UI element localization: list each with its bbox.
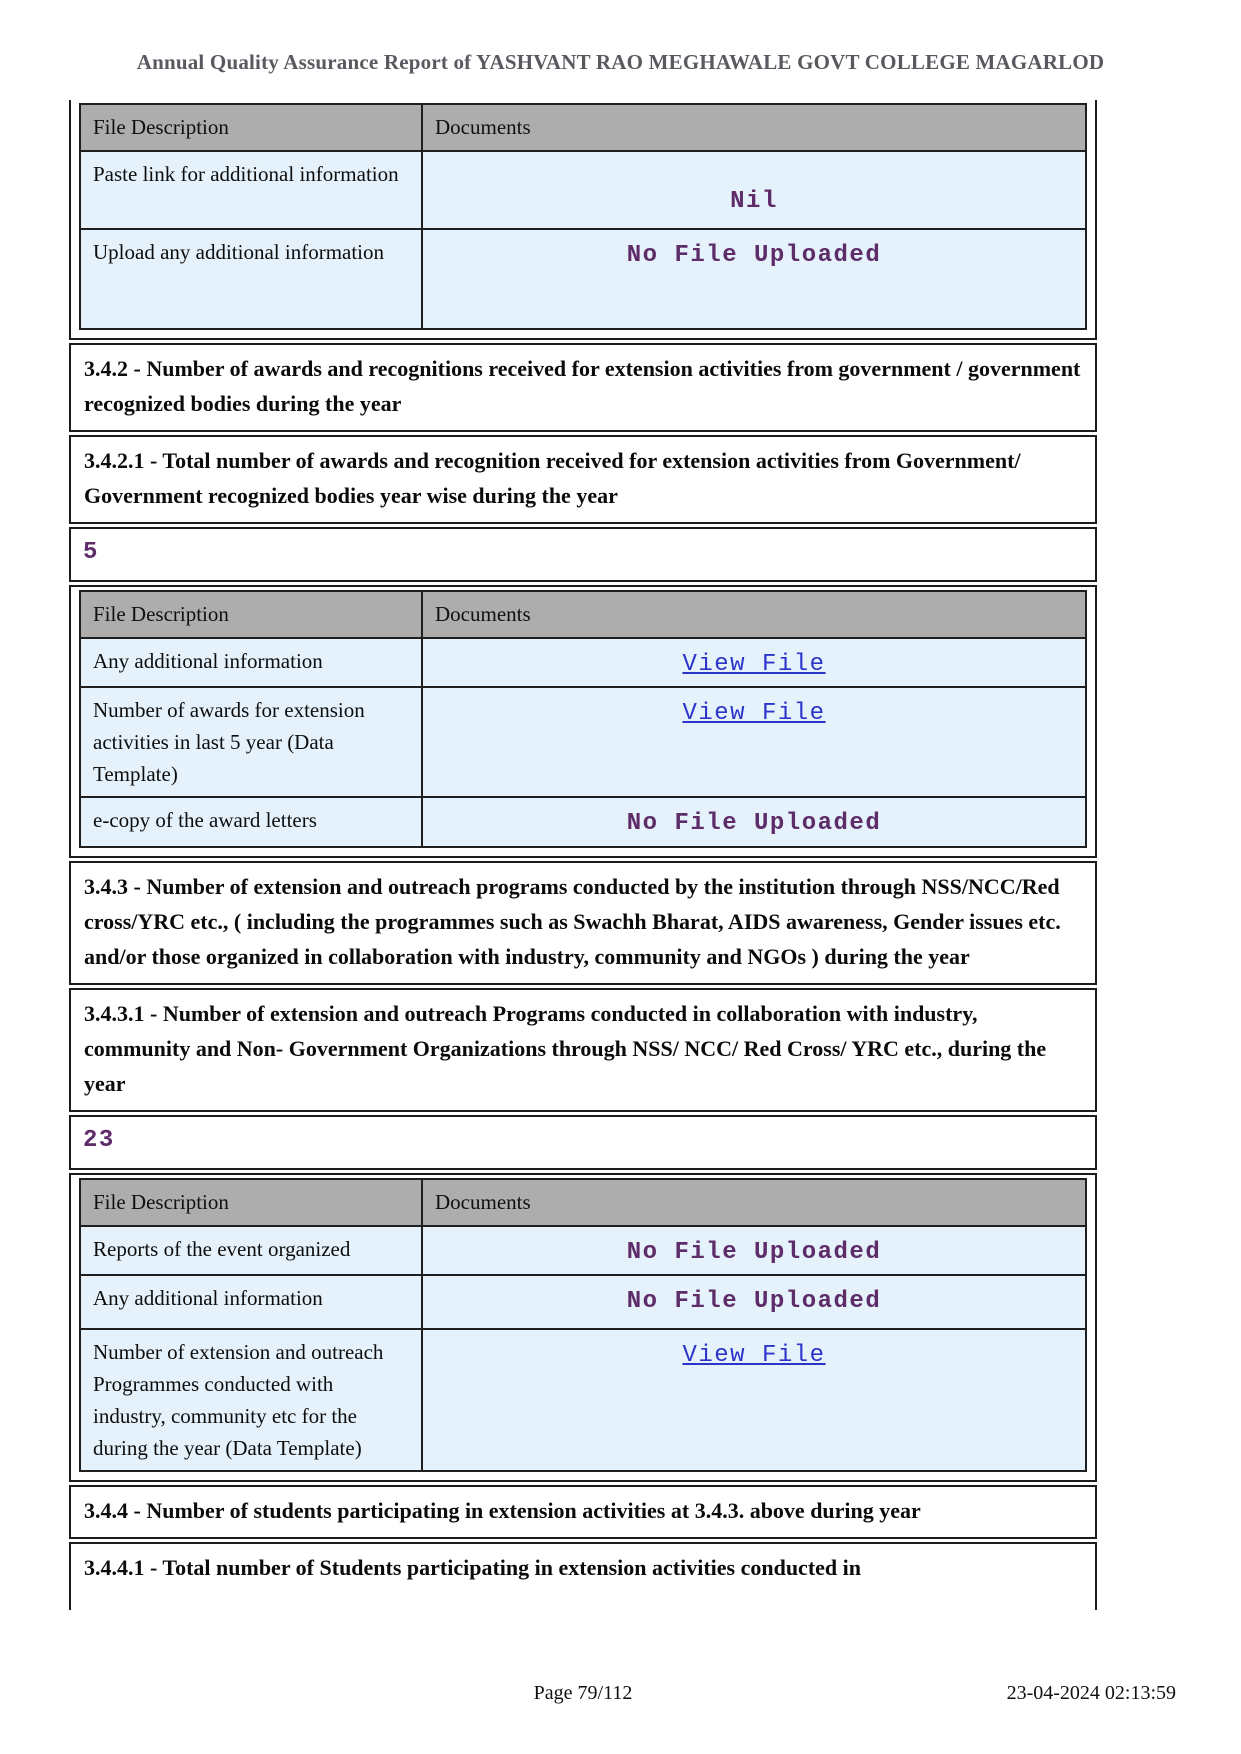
- status-text: No File Uploaded: [626, 810, 882, 837]
- documents-cell: [422, 1226, 1086, 1275]
- section-heading-text: 3.4.4.1 - Total number of Students participating in extension activities conducted in: [84, 1555, 861, 1580]
- file-description-cell: Reports of the event organized: [80, 1226, 422, 1275]
- documents-header: Documents: [422, 591, 1086, 638]
- table-row: [80, 1329, 1086, 1471]
- documents-cell: [422, 638, 1086, 687]
- view-file-link[interactable]: View File: [682, 651, 826, 678]
- file-documents-table-1: [79, 103, 1087, 330]
- heading-3-4-2-1: [69, 435, 1097, 524]
- table-row: [80, 1226, 1086, 1275]
- file-description-cell: Paste link for additional information: [80, 151, 422, 229]
- documents-cell: [422, 229, 1086, 329]
- page-title: Annual Quality Assurance Report of YASHVANT RAO MEGHAWALE GOVT COLLEGE MAGARLOD: [136, 50, 1105, 74]
- view-file-link[interactable]: View File: [682, 700, 826, 727]
- section-heading-text: 3.4.3 - Number of extension and outreach programs conducted by the institution through NSS/NCC/Red cross/YRC etc., ( including the programmes such as Swachh Bharat, AIDS awareness, Gender issues etc. and/or those organized in collaboration with industry, community and NGOs ) during the year: [84, 874, 1061, 969]
- section-heading-text: 3.4.2 - Number of awards and recognitions received for extension activities from government / government recognized bodies during the year: [84, 356, 1081, 416]
- heading-3-4-4-1: [69, 1542, 1097, 1610]
- file-description-cell: Number of awards for extension activities in last 5 year (Data Template): [80, 687, 422, 797]
- file-description-cell: e-copy of the award letters: [80, 797, 422, 847]
- table-section-3: [69, 1173, 1097, 1482]
- status-text: No File Uploaded: [626, 1239, 882, 1266]
- table-row: [80, 1275, 1086, 1329]
- count-value: 5: [83, 539, 99, 566]
- file-description-header: File Description: [80, 1179, 422, 1226]
- table-row: [80, 687, 1086, 797]
- heading-3-4-2: [69, 343, 1097, 432]
- documents-cell: [422, 797, 1086, 847]
- file-description-cell: Any additional information: [80, 1275, 422, 1329]
- file-documents-table-3: [79, 1178, 1087, 1472]
- documents-cell: [422, 151, 1086, 229]
- count-box-3-4-3-1: [69, 1115, 1097, 1170]
- content-column: [69, 100, 1097, 1633]
- table-section-1: [69, 100, 1097, 340]
- file-description-cell: Number of extension and outreach Programmes conducted with industry, community etc for the during the year (Data Template): [80, 1329, 422, 1471]
- file-description-header: File Description: [80, 104, 422, 151]
- table-header-row: [80, 104, 1086, 151]
- status-text: Nil: [730, 188, 778, 215]
- status-text: No File Uploaded: [626, 242, 882, 269]
- documents-cell: [422, 1329, 1086, 1471]
- documents-cell: [422, 1275, 1086, 1329]
- documents-header: Documents: [422, 104, 1086, 151]
- table-header-row: [80, 591, 1086, 638]
- section-heading-text: 3.4.4 - Number of students participating in extension activities at 3.4.3. above during year: [84, 1498, 921, 1523]
- table-section-2: [69, 585, 1097, 858]
- table-row: [80, 638, 1086, 687]
- status-text: No File Uploaded: [626, 1288, 882, 1315]
- file-description-header: File Description: [80, 591, 422, 638]
- footer-page-number: Page 79/112: [533, 1682, 633, 1704]
- page-footer: [69, 1682, 1176, 1710]
- heading-3-4-3-1: [69, 988, 1097, 1112]
- section-heading-text: 3.4.3.1 - Number of extension and outreach Programs conducted in collaboration with industry, community and Non- Government Organizations through NSS/ NCC/ Red Cross/ YRC etc., during the year: [84, 1001, 1047, 1096]
- table-header-row: [80, 1179, 1086, 1226]
- file-description-cell: Upload any additional information: [80, 229, 422, 329]
- view-file-link[interactable]: View File: [682, 1342, 826, 1369]
- documents-cell: [422, 687, 1086, 797]
- file-description-cell: Any additional information: [80, 638, 422, 687]
- documents-header: Documents: [422, 1179, 1086, 1226]
- count-box-3-4-2-1: [69, 527, 1097, 582]
- table-row: [80, 229, 1086, 329]
- heading-3-4-4: [69, 1485, 1097, 1539]
- section-heading-text: 3.4.2.1 - Total number of awards and recognition received for extension activities from Government/ Government recognized bodies year wise during the year: [84, 448, 1021, 508]
- heading-3-4-3: [69, 861, 1097, 985]
- table-row: [80, 797, 1086, 847]
- footer-timestamp: 23-04-2024 02:13:59: [1006, 1682, 1176, 1704]
- count-value: 23: [83, 1127, 115, 1154]
- table-row: [80, 151, 1086, 229]
- file-documents-table-2: [79, 590, 1087, 848]
